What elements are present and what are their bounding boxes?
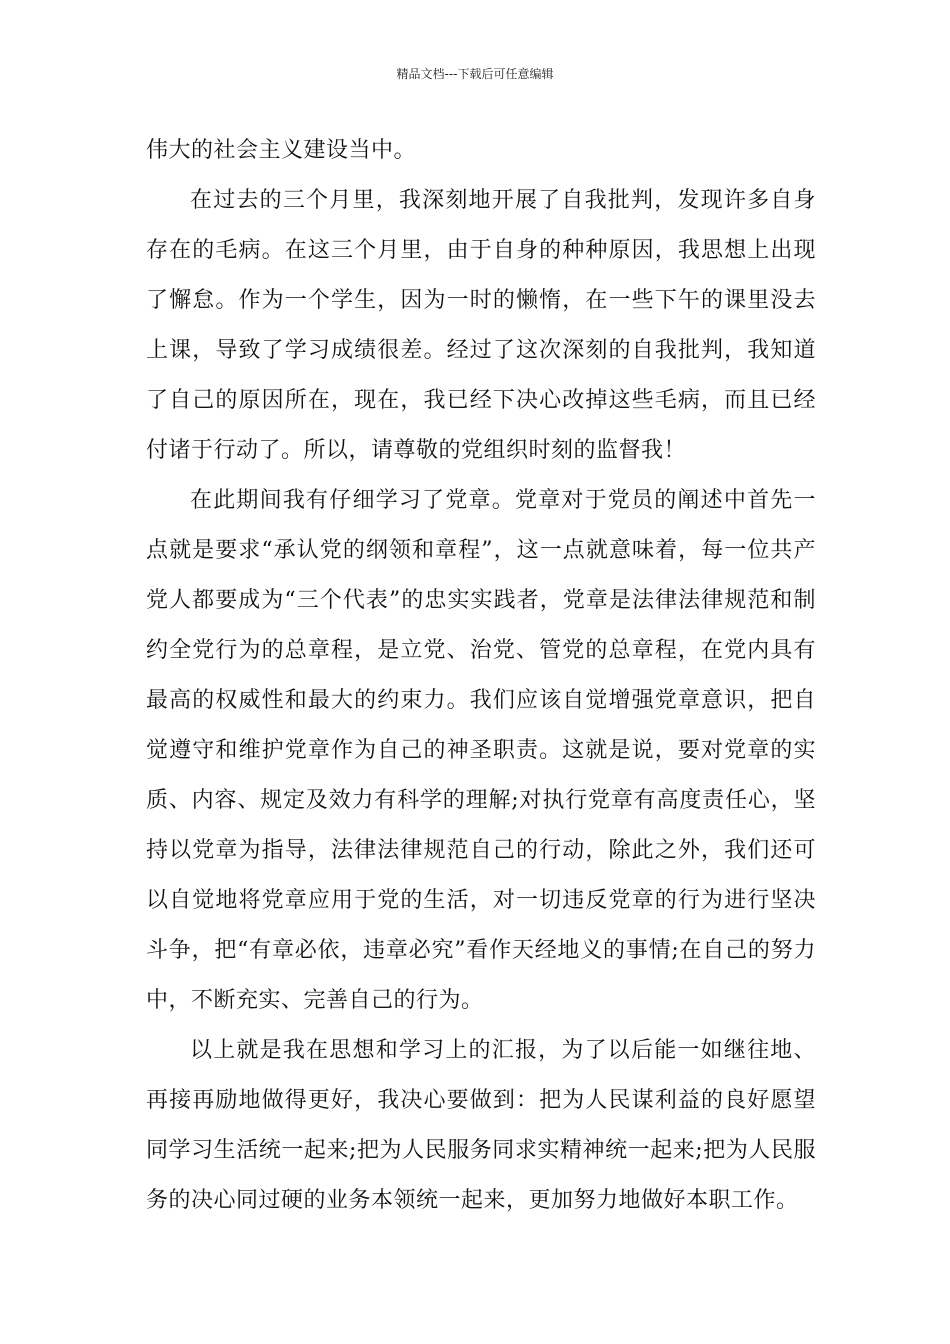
document-body xyxy=(146,126,816,1226)
paragraph-3: 在此期间我有仔细学习了党章。党章对于党员的阐述中首先一点就是要求“承认党的纲领和章程”，这一点就意味着，每一位共产党人都要成为“三个代表”的忠实实践者，党章是法律法律规范和制约全党行为的总章程，是立党、治党、管党的总章程，在党内具有最高的权威性和最大的约束力。我们应该自觉增强党章意识，把自觉遵守和维护党章作为自己的神圣职责。这就是说，要对党章的实质、内容、规定及效力有科学的理解;对执行党章有高度责任心，坚持以党章为指导，法律法律规范自己的行动，除此之外，我们还可以自觉地将党章应用于党的生活，对一切违反党章的行为进行坚决斗争，把“有章必依，违章必究”看作天经地义的事情;在自己的努力中，不断充实、完善自己的行为。 xyxy=(146,488,816,1013)
paragraph-2: 在过去的三个月里，我深刻地开展了自我批判，发现许多自身存在的毛病。在这三个月里，由于自身的种种原因，我思想上出现了懈怠。作为一个学生，因为一时的懒惰，在一些下午的课里没去上课，导致了学习成绩很差。经过了这次深刻的自我批判，我知道了自己的原因所在，现在，我已经下决心改掉这些毛病，而且已经付诸于行动了。所以，请尊敬的党组织时刻的监督我！ xyxy=(146,188,816,463)
page-header: 精品文档---下载后可任意编辑 xyxy=(396,67,554,81)
paragraph-1: 伟大的社会主义建设当中。 xyxy=(146,138,417,163)
paragraph-4: 以上就是我在思想和学习上的汇报，为了以后能一如继往地、再接再励地做得更好，我决心要做到：把为人民谋利益的良好愿望同学习生活统一起来;把为人民服务同求实精神统一起来;把为人民服务的决心同过硬的业务本领统一起来，更加努力地做好本职工作。 xyxy=(146,1038,816,1213)
